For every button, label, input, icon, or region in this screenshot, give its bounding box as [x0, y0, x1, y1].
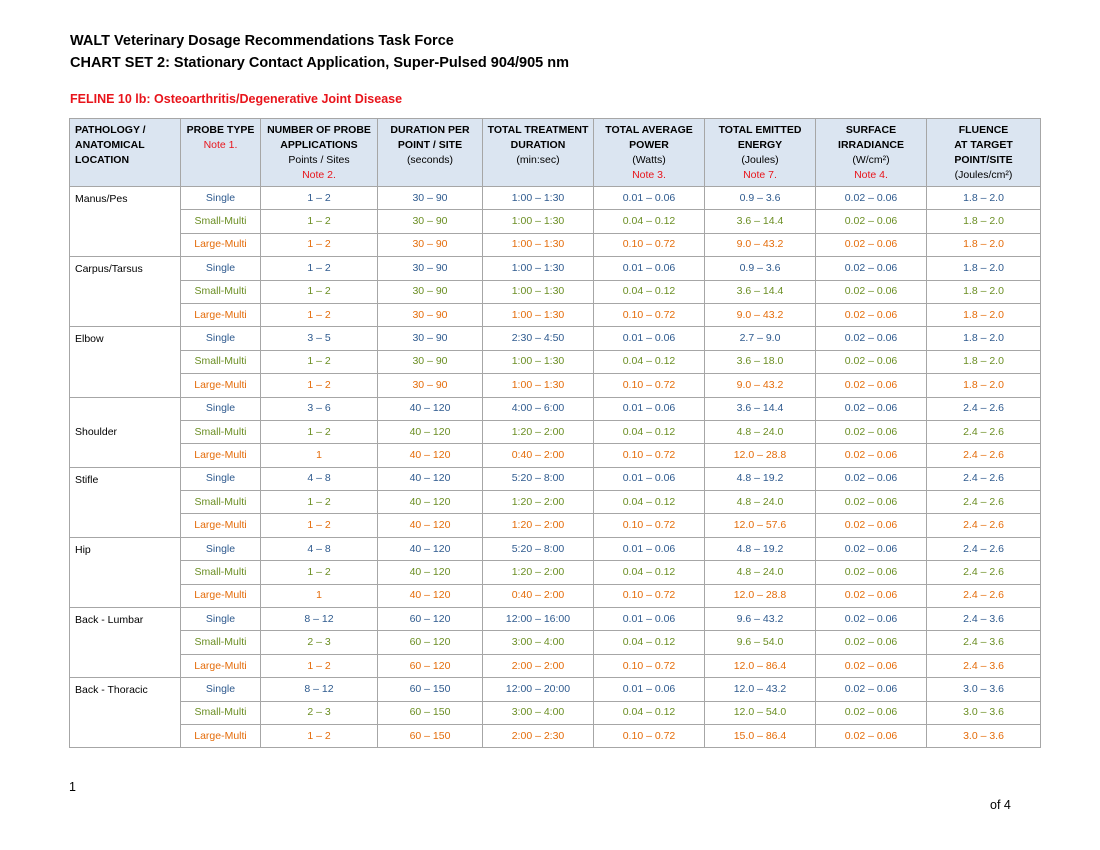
table-cell: 2.4 – 3.6 [927, 631, 1041, 654]
table-cell: Small-Multi [181, 280, 261, 303]
anatomical-location-cell: Stifle [70, 467, 181, 537]
table-cell: 30 – 90 [378, 374, 483, 397]
column-header-text: LOCATION [75, 154, 130, 166]
table-row [70, 350, 1041, 373]
table-cell: 0.01 – 0.06 [594, 678, 705, 701]
table-cell: 1:20 – 2:00 [483, 491, 594, 514]
table-cell: 0.02 – 0.06 [816, 233, 927, 256]
table-cell: 1:00 – 1:30 [483, 280, 594, 303]
table-row [70, 257, 1041, 280]
table-cell: 40 – 120 [378, 444, 483, 467]
column-header-note: Note 1. [203, 139, 238, 151]
dosage-table [69, 118, 1041, 748]
table-cell: 2.4 – 2.6 [927, 420, 1041, 443]
column-header-unit: (Joules/cm²) [954, 169, 1013, 181]
column-header-text: PATHOLOGY / [75, 124, 146, 136]
table-cell: 2.4 – 2.6 [927, 537, 1041, 560]
table-cell: 30 – 90 [378, 280, 483, 303]
column-header-text: IRRADIANCE [838, 139, 904, 151]
column-header [378, 119, 483, 187]
column-header-text: TOTAL EMITTED [718, 124, 802, 136]
document-title: WALT Veterinary Dosage Recommendations Task Force [70, 33, 454, 49]
table-cell: 60 – 120 [378, 654, 483, 677]
table-cell: 30 – 90 [378, 257, 483, 280]
chart-set-title: CHART SET 2: Stationary Contact Application, Super-Pulsed 904/905 nm [70, 55, 570, 71]
column-header-text: TOTAL TREATMENT [487, 124, 589, 136]
column-header-text: PROBE TYPE [186, 124, 255, 136]
table-cell: 1 – 2 [261, 420, 378, 443]
table-cell: 8 – 12 [261, 608, 378, 631]
table-cell: Large-Multi [181, 584, 261, 607]
table-cell: 0.02 – 0.06 [816, 678, 927, 701]
anatomical-location-cell: Carpus/Tarsus [70, 257, 181, 327]
table-row [70, 327, 1041, 350]
column-header [816, 119, 927, 187]
column-header-text: TOTAL AVERAGE [605, 124, 693, 136]
table-cell: Single [181, 257, 261, 280]
table-cell: 0.02 – 0.06 [816, 257, 927, 280]
table-cell: 0.02 – 0.06 [816, 491, 927, 514]
table-cell: 0.02 – 0.06 [816, 654, 927, 677]
column-header-text: POINT / SITE [397, 139, 463, 151]
column-header-text: POWER [629, 139, 669, 151]
table-cell: 0:40 – 2:00 [483, 444, 594, 467]
column-header-text: POINT/SITE [954, 154, 1013, 166]
table-cell: 1 – 2 [261, 233, 378, 256]
table-cell: 0.04 – 0.12 [594, 350, 705, 373]
table-cell: 2.4 – 2.6 [927, 397, 1041, 420]
table-cell: 1:00 – 1:30 [483, 187, 594, 210]
table-row [70, 678, 1041, 701]
table-cell: 60 – 120 [378, 608, 483, 631]
table-cell: 12.0 – 28.8 [705, 584, 816, 607]
table-row [70, 654, 1041, 677]
table-cell: 0.02 – 0.06 [816, 397, 927, 420]
column-header-unit: (W/cm²) [852, 154, 890, 166]
table-cell: Small-Multi [181, 210, 261, 233]
column-header-text: SURFACE [845, 124, 897, 136]
table-cell: 2:00 – 2:00 [483, 654, 594, 677]
table-cell: 40 – 120 [378, 584, 483, 607]
table-cell: 3.0 – 3.6 [927, 701, 1041, 724]
table-cell: 12.0 – 57.6 [705, 514, 816, 537]
anatomical-location-cell: Manus/Pes [70, 187, 181, 257]
table-row [70, 187, 1041, 210]
table-cell: 5:20 – 8:00 [483, 467, 594, 490]
table-cell: 0.04 – 0.12 [594, 631, 705, 654]
table-cell: 30 – 90 [378, 210, 483, 233]
table-cell: 0.04 – 0.12 [594, 210, 705, 233]
table-cell: 0.02 – 0.06 [816, 187, 927, 210]
page-number: 1 [69, 780, 76, 794]
table-cell: 3.0 – 3.6 [927, 724, 1041, 747]
column-header [261, 119, 378, 187]
table-cell: 0.02 – 0.06 [816, 631, 927, 654]
table-cell: 0.04 – 0.12 [594, 280, 705, 303]
table-cell: 3.6 – 14.4 [705, 397, 816, 420]
section-subtitle: FELINE 10 lb: Osteoarthritis/Degenerative Joint Disease [70, 92, 403, 106]
table-cell: 2 – 3 [261, 701, 378, 724]
table-cell: 4.8 – 24.0 [705, 420, 816, 443]
column-header-text: DURATION PER [390, 124, 470, 136]
table-cell: 1:00 – 1:30 [483, 350, 594, 373]
table-cell: 1:20 – 2:00 [483, 514, 594, 537]
column-header-text: DURATION [510, 139, 566, 151]
table-cell: 0.04 – 0.12 [594, 561, 705, 584]
table-cell: Single [181, 397, 261, 420]
column-header-note: Note 7. [743, 169, 777, 181]
table-cell: 40 – 120 [378, 491, 483, 514]
table-cell: 0.10 – 0.72 [594, 654, 705, 677]
table-cell: 3 – 5 [261, 327, 378, 350]
table-cell: 4.8 – 19.2 [705, 537, 816, 560]
table-cell: 40 – 120 [378, 561, 483, 584]
table-cell: 9.0 – 43.2 [705, 374, 816, 397]
table-row [70, 233, 1041, 256]
anatomical-location-cell: Back - Lumbar [70, 608, 181, 678]
table-cell: 60 – 150 [378, 678, 483, 701]
table-cell: 30 – 90 [378, 327, 483, 350]
table-cell: 0.02 – 0.06 [816, 327, 927, 350]
table-cell: Small-Multi [181, 561, 261, 584]
table-cell: 3.0 – 3.6 [927, 678, 1041, 701]
table-cell: 1:20 – 2:00 [483, 561, 594, 584]
table-row [70, 444, 1041, 467]
table-cell: Single [181, 608, 261, 631]
table-cell: 8 – 12 [261, 678, 378, 701]
table-row [70, 397, 1041, 420]
table-row [70, 701, 1041, 724]
table-row [70, 514, 1041, 537]
column-header-text: APPLICATIONS [280, 139, 358, 151]
table-cell: 1.8 – 2.0 [927, 257, 1041, 280]
table-cell: 2.4 – 2.6 [927, 561, 1041, 584]
table-cell: 40 – 120 [378, 514, 483, 537]
column-header [181, 119, 261, 187]
table-cell: 1 – 2 [261, 374, 378, 397]
column-header-note: Note 2. [302, 169, 336, 181]
table-cell: 1:00 – 1:30 [483, 233, 594, 256]
table-body [70, 187, 1041, 748]
table-cell: 0.10 – 0.72 [594, 444, 705, 467]
table-cell: Small-Multi [181, 420, 261, 443]
table-cell: 0.04 – 0.12 [594, 701, 705, 724]
table-row [70, 280, 1041, 303]
table-cell: Large-Multi [181, 514, 261, 537]
table-cell: 0.01 – 0.06 [594, 397, 705, 420]
table-cell: 4.8 – 24.0 [705, 561, 816, 584]
table-row [70, 724, 1041, 747]
table-cell: 9.0 – 43.2 [705, 303, 816, 326]
table-cell: 0.02 – 0.06 [816, 420, 927, 443]
table-row [70, 467, 1041, 490]
column-header [483, 119, 594, 187]
table-cell: 1.8 – 2.0 [927, 327, 1041, 350]
table-cell: 40 – 120 [378, 397, 483, 420]
table-cell: 2.4 – 3.6 [927, 608, 1041, 631]
table-cell: 0.02 – 0.06 [816, 514, 927, 537]
table-cell: 2.4 – 2.6 [927, 491, 1041, 514]
table-cell: 1 – 2 [261, 303, 378, 326]
table-cell: 1.8 – 2.0 [927, 303, 1041, 326]
column-header [705, 119, 816, 187]
table-cell: 2.4 – 2.6 [927, 444, 1041, 467]
table-cell: Large-Multi [181, 233, 261, 256]
table-cell: 4 – 8 [261, 467, 378, 490]
column-header [594, 119, 705, 187]
table-cell: 1 – 2 [261, 491, 378, 514]
table-cell: 1 – 2 [261, 187, 378, 210]
table-cell: 2.4 – 3.6 [927, 654, 1041, 677]
table-cell: Large-Multi [181, 374, 261, 397]
table-cell: 4:00 – 6:00 [483, 397, 594, 420]
table-cell: 2:00 – 2:30 [483, 724, 594, 747]
table-cell: 0.01 – 0.06 [594, 327, 705, 350]
table-cell: 30 – 90 [378, 350, 483, 373]
table-cell: 1.8 – 2.0 [927, 280, 1041, 303]
table-cell: 12.0 – 43.2 [705, 678, 816, 701]
anatomical-location-cell: Back - Thoracic [70, 678, 181, 748]
table-cell: Single [181, 537, 261, 560]
column-header-unit: (Joules) [741, 154, 779, 166]
table-cell: 2.4 – 2.6 [927, 514, 1041, 537]
table-cell: 1.8 – 2.0 [927, 187, 1041, 210]
column-header-note: Note 4. [854, 169, 888, 181]
table-cell: 2.4 – 2.6 [927, 467, 1041, 490]
table-row [70, 210, 1041, 233]
table-cell: 12:00 – 16:00 [483, 608, 594, 631]
table-cell: 0.02 – 0.06 [816, 561, 927, 584]
table-cell: 0.02 – 0.06 [816, 608, 927, 631]
table-cell: 1.8 – 2.0 [927, 233, 1041, 256]
table-cell: 1 – 2 [261, 350, 378, 373]
table-cell: 1:00 – 1:30 [483, 257, 594, 280]
table-cell: 5:20 – 8:00 [483, 537, 594, 560]
table-cell: 0.02 – 0.06 [816, 350, 927, 373]
table-cell: 4.8 – 19.2 [705, 467, 816, 490]
table-cell: 3:00 – 4:00 [483, 701, 594, 724]
table-cell: 30 – 90 [378, 233, 483, 256]
table-cell: 0.02 – 0.06 [816, 584, 927, 607]
table-cell: 1:00 – 1:30 [483, 303, 594, 326]
table-cell: 60 – 150 [378, 701, 483, 724]
table-cell: Small-Multi [181, 631, 261, 654]
table-cell: Small-Multi [181, 701, 261, 724]
table-cell: 1 – 2 [261, 724, 378, 747]
table-header-row [70, 119, 1041, 187]
column-header-text: FLUENCE [958, 124, 1009, 136]
table-cell: 1.8 – 2.0 [927, 374, 1041, 397]
anatomical-location-cell: Elbow [70, 327, 181, 397]
table-cell: 40 – 120 [378, 467, 483, 490]
table-cell: 30 – 90 [378, 187, 483, 210]
table-row [70, 374, 1041, 397]
table-cell: 3 – 6 [261, 397, 378, 420]
table-cell: 12.0 – 86.4 [705, 654, 816, 677]
table-row [70, 608, 1041, 631]
table-cell: Large-Multi [181, 654, 261, 677]
table-cell: 1 [261, 444, 378, 467]
column-header-unit: (seconds) [406, 154, 454, 166]
table-cell: 3.6 – 14.4 [705, 280, 816, 303]
table-cell: 1:00 – 1:30 [483, 374, 594, 397]
table-cell: 0.02 – 0.06 [816, 724, 927, 747]
table-cell: 0.04 – 0.12 [594, 491, 705, 514]
table-cell: 0.01 – 0.06 [594, 537, 705, 560]
table-row [70, 303, 1041, 326]
table-cell: 1 – 2 [261, 514, 378, 537]
anatomical-location-cell: Shoulder [70, 397, 181, 467]
table-cell: 1.8 – 2.0 [927, 210, 1041, 233]
table-cell: 2:30 – 4:50 [483, 327, 594, 350]
table-row [70, 631, 1041, 654]
table-cell: 2 – 3 [261, 631, 378, 654]
table-cell: 0.02 – 0.06 [816, 210, 927, 233]
table-cell: 30 – 90 [378, 303, 483, 326]
table-cell: 60 – 150 [378, 724, 483, 747]
column-header-text: NUMBER OF PROBE [267, 124, 371, 136]
table-cell: 40 – 120 [378, 420, 483, 443]
table-cell: Single [181, 467, 261, 490]
table-row [70, 561, 1041, 584]
table-cell: 0.9 – 3.6 [705, 187, 816, 210]
table-cell: 40 – 120 [378, 537, 483, 560]
table-cell: Single [181, 678, 261, 701]
column-header-unit: (min:sec) [516, 154, 560, 166]
anatomical-location-cell: Hip [70, 537, 181, 607]
table-cell: 2.7 – 9.0 [705, 327, 816, 350]
column-header-unit: Points / Sites [288, 154, 350, 166]
table-cell: 1 [261, 584, 378, 607]
table-cell: 0.01 – 0.06 [594, 608, 705, 631]
table-cell: 1 – 2 [261, 654, 378, 677]
table-cell: 0.10 – 0.72 [594, 233, 705, 256]
table-cell: 0.01 – 0.06 [594, 257, 705, 280]
table-cell: 4.8 – 24.0 [705, 491, 816, 514]
table-cell: 0:40 – 2:00 [483, 584, 594, 607]
table-cell: 9.6 – 54.0 [705, 631, 816, 654]
table-cell: 0.02 – 0.06 [816, 467, 927, 490]
table-cell: Single [181, 187, 261, 210]
column-header-note: Note 3. [632, 169, 666, 181]
table-cell: 12.0 – 28.8 [705, 444, 816, 467]
table-cell: Small-Multi [181, 350, 261, 373]
table-cell: 0.02 – 0.06 [816, 303, 927, 326]
table-cell: 0.01 – 0.06 [594, 467, 705, 490]
table-cell: 1 – 2 [261, 257, 378, 280]
column-header-text: AT TARGET [954, 139, 1013, 151]
table-cell: 0.10 – 0.72 [594, 584, 705, 607]
table-cell: Large-Multi [181, 303, 261, 326]
table-cell: 0.02 – 0.06 [816, 280, 927, 303]
table-row [70, 420, 1041, 443]
column-header-text: ANATOMICAL [75, 139, 145, 151]
table-cell: 9.6 – 43.2 [705, 608, 816, 631]
table-cell: 4 – 8 [261, 537, 378, 560]
table-cell: Single [181, 327, 261, 350]
table-cell: 2.4 – 2.6 [927, 584, 1041, 607]
table-cell: 0.02 – 0.06 [816, 374, 927, 397]
table-cell: 1 – 2 [261, 561, 378, 584]
table-cell: 1:20 – 2:00 [483, 420, 594, 443]
table-cell: 1 – 2 [261, 210, 378, 233]
table-cell: 0.9 – 3.6 [705, 257, 816, 280]
table-cell: 1 – 2 [261, 280, 378, 303]
table-cell: 0.10 – 0.72 [594, 514, 705, 537]
table-cell: 1.8 – 2.0 [927, 350, 1041, 373]
table-row [70, 491, 1041, 514]
table-cell: Large-Multi [181, 724, 261, 747]
table-cell: 1:00 – 1:30 [483, 210, 594, 233]
table-cell: 0.04 – 0.12 [594, 420, 705, 443]
table-cell: 0.10 – 0.72 [594, 303, 705, 326]
table-cell: 0.10 – 0.72 [594, 724, 705, 747]
table-cell: 3.6 – 14.4 [705, 210, 816, 233]
table-cell: 0.02 – 0.06 [816, 444, 927, 467]
column-header [70, 119, 181, 187]
table-cell: 0.02 – 0.06 [816, 537, 927, 560]
column-header-unit: (Watts) [632, 154, 666, 166]
table-cell: 60 – 120 [378, 631, 483, 654]
column-header [927, 119, 1041, 187]
table-cell: 12.0 – 54.0 [705, 701, 816, 724]
table-cell: 3:00 – 4:00 [483, 631, 594, 654]
table-cell: 3.6 – 18.0 [705, 350, 816, 373]
table-cell: 0.02 – 0.06 [816, 701, 927, 724]
table-row [70, 584, 1041, 607]
table-row [70, 537, 1041, 560]
column-header-text: ENERGY [737, 139, 783, 151]
table-cell: 0.01 – 0.06 [594, 187, 705, 210]
table-cell: 15.0 – 86.4 [705, 724, 816, 747]
table-cell: Small-Multi [181, 491, 261, 514]
page-total: of 4 [990, 798, 1011, 812]
table-cell: 0.10 – 0.72 [594, 374, 705, 397]
table-cell: Large-Multi [181, 444, 261, 467]
table-cell: 12:00 – 20:00 [483, 678, 594, 701]
table-cell: 9.0 – 43.2 [705, 233, 816, 256]
